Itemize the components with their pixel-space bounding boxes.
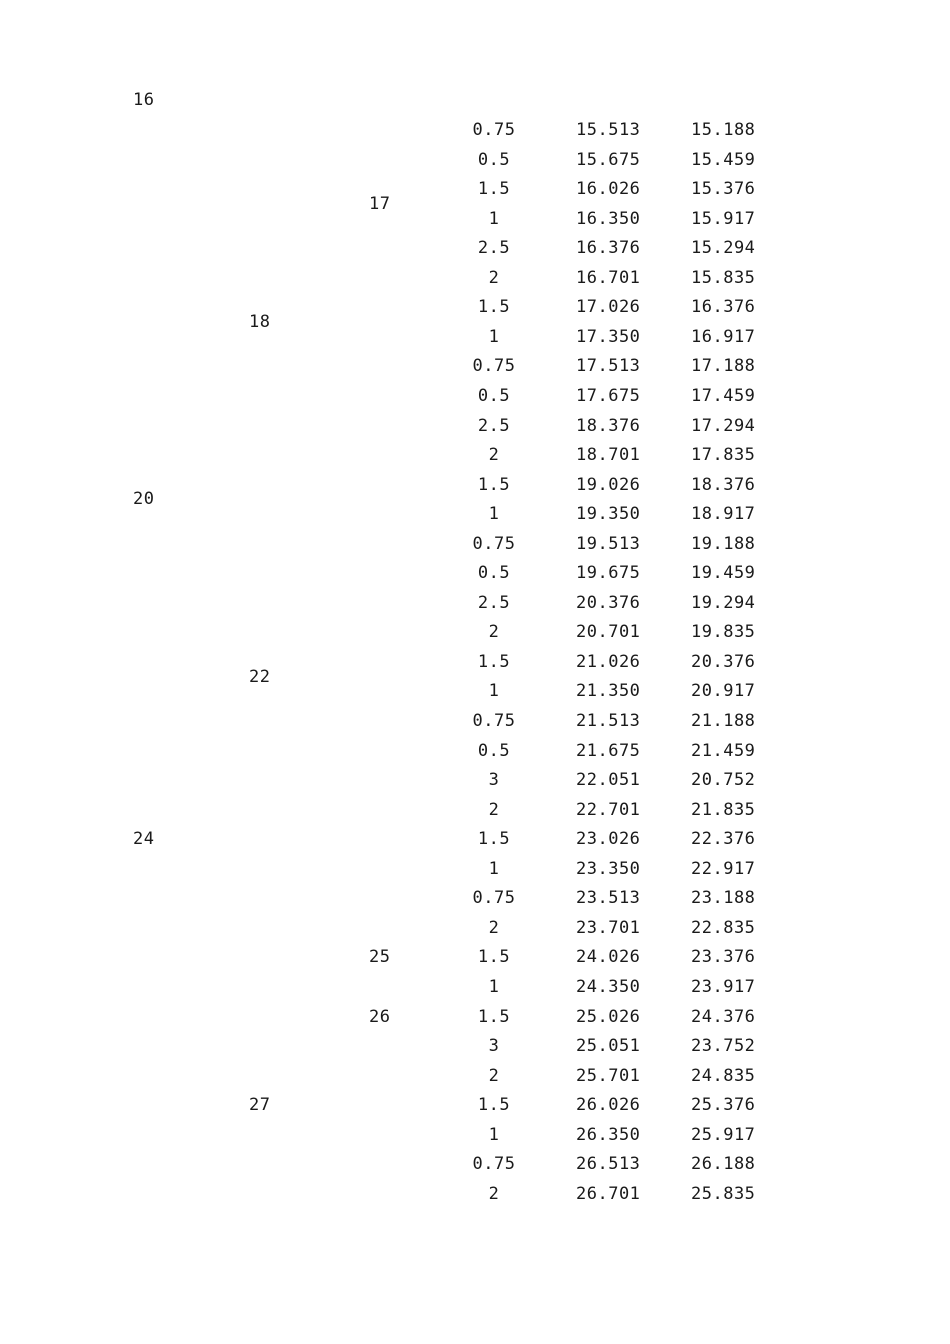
pitch-diameter-cell: 15.513: [576, 120, 641, 140]
minor-diameter-cell: 15.459: [691, 149, 756, 170]
pitch-cell: 2: [488, 267, 500, 288]
pitch-diameter-cell: 16.026: [576, 179, 641, 200]
minor-diameter-cell: 24.835: [691, 1065, 756, 1086]
pitch-cell: 1.5: [477, 651, 511, 672]
minor-diameter-cell: 18.376: [691, 474, 756, 495]
minor-diameter-cell: 16.917: [691, 326, 756, 347]
minor-diameter-cell: 22.917: [691, 858, 756, 879]
pitch-cell: 0.5: [477, 740, 511, 761]
minor-diameter-cell: 19.294: [691, 592, 756, 613]
nominal-diameter-first-choice: 20: [133, 489, 155, 510]
pitch-diameter-cell: 15.675: [576, 149, 641, 170]
pitch-diameter-cell: 26.701: [576, 1183, 641, 1204]
minor-diameter-cell: 25.917: [691, 1124, 756, 1145]
pitch-diameter-cell: 25.026: [576, 1006, 641, 1027]
pitch-cell: 1.5: [477, 1095, 511, 1116]
pitch-cell: 1: [488, 858, 500, 879]
nominal-diameter-first-choice: 24: [133, 829, 155, 850]
pitch-diameter-cell: 21.350: [576, 681, 641, 702]
minor-diameter-cell: 22.376: [691, 829, 756, 850]
pitch-diameter-cell: 19.513: [576, 533, 641, 554]
minor-diameter-cell: 22.835: [691, 917, 756, 938]
nominal-diameter-third-choice: 17: [369, 193, 391, 214]
minor-diameter-cell: 17.459: [691, 385, 756, 406]
minor-diameter-cell: 23.376: [691, 947, 756, 968]
minor-diameter-cell: 17.294: [691, 415, 756, 436]
pitch-diameter-cell: 23.350: [576, 858, 641, 879]
nominal-diameter-second-choice: 22: [249, 666, 271, 687]
pitch-cell: 0.75: [472, 711, 516, 731]
pitch-cell: 2: [488, 622, 500, 643]
pitch-cell: 1: [488, 976, 500, 997]
pitch-cell: 0.5: [477, 149, 511, 170]
nominal-diameter-third-choice: 26: [369, 1006, 391, 1027]
pitch-cell: 1: [488, 1124, 500, 1145]
pitch-diameter-cell: 17.513: [576, 356, 641, 377]
pitch-cell: 1.5: [477, 179, 511, 200]
pitch-diameter-cell: 24.026: [576, 947, 641, 968]
nominal-diameter-third-choice: 25: [369, 947, 391, 968]
pitch-cell: 2.5: [477, 415, 511, 436]
pitch-cell: 3: [488, 770, 500, 791]
pitch-cell: 0.75: [472, 888, 516, 909]
nominal-diameter-second-choice: 27: [249, 1095, 271, 1116]
minor-diameter-cell: 21.459: [691, 740, 756, 761]
minor-diameter-cell: 15.294: [691, 238, 756, 259]
minor-diameter-cell: 19.188: [691, 533, 756, 554]
minor-diameter-cell: 18.917: [691, 504, 756, 525]
pitch-diameter-cell: 16.350: [576, 208, 641, 229]
minor-diameter-cell: 15.376: [691, 179, 756, 200]
nominal-diameter-first-choice: 16: [133, 90, 155, 111]
minor-diameter-cell: 20.752: [691, 770, 756, 791]
minor-diameter-cell: 15.188: [691, 120, 756, 140]
minor-diameter-cell: 24.376: [691, 1006, 756, 1027]
minor-diameter-cell: 15.835: [691, 267, 756, 288]
pitch-cell: 1.5: [477, 947, 511, 968]
pitch-cell: 3: [488, 1036, 500, 1057]
pitch-diameter-cell: 24.350: [576, 976, 641, 997]
pitch-diameter-cell: 19.026: [576, 474, 641, 495]
minor-diameter-cell: 16.376: [691, 297, 756, 318]
minor-diameter-cell: 15.917: [691, 208, 756, 229]
pitch-cell: 1: [488, 504, 500, 525]
minor-diameter-cell: 19.835: [691, 622, 756, 643]
minor-diameter-cell: 25.376: [691, 1095, 756, 1116]
pitch-cell: 0.75: [472, 120, 516, 140]
pitch-cell: 1: [488, 681, 500, 702]
pitch-diameter-cell: 25.701: [576, 1065, 641, 1086]
pitch-cell: 0.75: [472, 356, 516, 377]
pitch-diameter-cell: 21.026: [576, 651, 641, 672]
minor-diameter-cell: 20.917: [691, 681, 756, 702]
nominal-diameter-second-choice: 18: [249, 312, 271, 333]
pitch-diameter-cell: 21.513: [576, 711, 641, 731]
minor-diameter-cell: 23.752: [691, 1036, 756, 1057]
pitch-diameter-cell: 18.376: [576, 415, 641, 436]
minor-diameter-cell: 17.188: [691, 356, 756, 377]
pitch-diameter-cell: 23.701: [576, 917, 641, 938]
pitch-diameter-cell: 25.051: [576, 1036, 641, 1057]
pitch-cell: 0.5: [477, 563, 511, 584]
pitch-cell: 2.5: [477, 592, 511, 613]
pitch-diameter-cell: 26.350: [576, 1124, 641, 1145]
pitch-cell: 1.5: [477, 474, 511, 495]
pitch-cell: 2: [488, 445, 500, 466]
pitch-diameter-cell: 22.701: [576, 799, 641, 820]
pitch-cell: 2: [488, 1065, 500, 1086]
pitch-cell: 1.5: [477, 1006, 511, 1027]
pitch-diameter-cell: 26.026: [576, 1095, 641, 1116]
pitch-diameter-cell: 19.675: [576, 563, 641, 584]
pitch-cell: 0.75: [472, 533, 516, 554]
pitch-diameter-cell: 23.026: [576, 829, 641, 850]
pitch-diameter-cell: 22.051: [576, 770, 641, 791]
pitch-cell: 1: [488, 208, 500, 229]
pitch-cell: 0.75: [472, 1154, 516, 1175]
minor-diameter-cell: 21.188: [691, 711, 756, 731]
pitch-diameter-cell: 16.701: [576, 267, 641, 288]
pitch-cell: 0.5: [477, 385, 511, 406]
pitch-diameter-cell: 17.026: [576, 297, 641, 318]
pitch-cell: 2: [488, 917, 500, 938]
pitch-cell: 1.5: [477, 829, 511, 850]
pitch-diameter-cell: 20.701: [576, 622, 641, 643]
pitch-cell: 1: [488, 326, 500, 347]
minor-diameter-cell: 17.835: [691, 445, 756, 466]
minor-diameter-cell: 25.835: [691, 1183, 756, 1204]
pitch-diameter-cell: 17.350: [576, 326, 641, 347]
pitch-cell: 2: [488, 1183, 500, 1204]
pitch-diameter-cell: 17.675: [576, 385, 641, 406]
pitch-cell: 2: [488, 799, 500, 820]
pitch-diameter-cell: 21.675: [576, 740, 641, 761]
pitch-diameter-cell: 23.513: [576, 888, 641, 909]
minor-diameter-cell: 20.376: [691, 651, 756, 672]
minor-diameter-cell: 21.835: [691, 799, 756, 820]
minor-diameter-cell: 26.188: [691, 1154, 756, 1175]
pitch-diameter-cell: 18.701: [576, 445, 641, 466]
pitch-diameter-cell: 19.350: [576, 504, 641, 525]
minor-diameter-cell: 23.917: [691, 976, 756, 997]
pitch-cell: 2.5: [477, 238, 511, 259]
pitch-diameter-cell: 20.376: [576, 592, 641, 613]
minor-diameter-cell: 23.188: [691, 888, 756, 909]
minor-diameter-cell: 19.459: [691, 563, 756, 584]
pitch-diameter-cell: 16.376: [576, 238, 641, 259]
pitch-cell: 1.5: [477, 297, 511, 318]
pitch-diameter-cell: 26.513: [576, 1154, 641, 1175]
